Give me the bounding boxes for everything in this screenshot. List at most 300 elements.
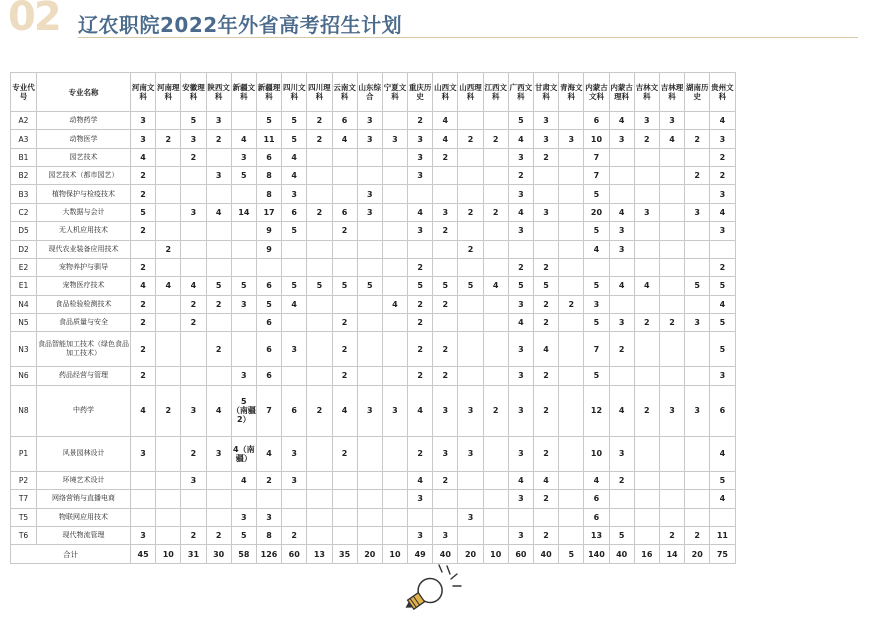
quota-cell: 2 [433,148,458,166]
quota-cell: 3 [282,185,307,203]
quota-cell: 5 [584,367,609,385]
quota-cell [483,527,508,545]
quota-cell: 3 [408,167,433,185]
quota-cell: 2 [332,437,357,472]
major-name-cell: 动物医学 [37,130,131,148]
quota-cell: 2 [181,527,206,545]
major-code-cell: T5 [11,508,37,526]
table-row [11,508,736,526]
quota-cell: 2 [156,240,181,258]
quota-cell: 3 [131,437,156,472]
quota-cell [634,471,659,489]
quota-cell [332,185,357,203]
quota-cell: 3 [710,222,735,240]
quota-cell: 3 [206,112,231,130]
quota-cell [307,295,332,313]
quota-cell [483,508,508,526]
quota-cell [181,258,206,276]
quota-cell: 5 [710,277,735,295]
quota-cell: 9 [256,240,281,258]
quota-cell [357,332,382,367]
quota-cell: 5 [332,277,357,295]
quota-cell: 4 [534,471,559,489]
header-province: 四川文科 [282,73,307,112]
quota-cell: 4 [659,130,684,148]
quota-cell: 3 [710,185,735,203]
quota-cell [559,277,584,295]
quota-cell: 2 [307,203,332,221]
quota-cell: 2 [332,222,357,240]
total-cell: 10 [483,545,508,564]
quota-cell: 2 [534,258,559,276]
quota-cell: 2 [433,332,458,367]
quota-cell [357,508,382,526]
quota-cell [156,437,181,472]
quota-cell: 2 [181,295,206,313]
quota-cell [634,148,659,166]
quota-cell: 6 [710,385,735,436]
quota-cell: 2 [181,437,206,472]
quota-cell: 2 [483,203,508,221]
quota-cell: 3 [534,203,559,221]
major-code-cell: N5 [11,313,37,331]
major-name-cell: 物联网应用技术 [37,508,131,526]
quota-cell [382,258,407,276]
quota-cell: 4 [433,130,458,148]
quota-cell: 3 [408,222,433,240]
quota-cell [156,258,181,276]
major-name-cell: 园艺技术（都市园艺） [37,167,131,185]
quota-cell [357,222,382,240]
quota-cell [483,222,508,240]
quota-cell: 4 [508,203,533,221]
quota-cell [609,295,634,313]
quota-cell [181,185,206,203]
quota-cell [357,240,382,258]
quota-cell: 5 [282,222,307,240]
major-code-cell: P2 [11,471,37,489]
quota-cell: 4 [332,385,357,436]
quota-cell [357,490,382,508]
header-province: 青海文科 [559,73,584,112]
quota-cell: 2 [332,332,357,367]
quota-cell: 3 [458,385,483,436]
quota-cell: 2 [659,527,684,545]
quota-cell: 2 [408,437,433,472]
quota-cell [131,490,156,508]
quota-cell: 17 [256,203,281,221]
table-row [11,437,736,472]
header-province: 吉林文科 [634,73,659,112]
section-number-badge: 02 [8,0,60,40]
quota-cell [458,367,483,385]
quota-cell: 2 [634,130,659,148]
quota-cell: 2 [206,295,231,313]
quota-cell: 2 [685,167,710,185]
quota-cell [659,277,684,295]
quota-cell [332,148,357,166]
quota-cell: 4 [584,471,609,489]
quota-cell [332,167,357,185]
total-cell: 10 [382,545,407,564]
quota-cell [483,112,508,130]
total-cell: 140 [584,545,609,564]
header-province: 湖南历史 [685,73,710,112]
quota-cell: 4 [156,277,181,295]
quota-cell: 3 [710,130,735,148]
quota-cell [156,490,181,508]
quota-cell: 3 [408,490,433,508]
quota-cell: 2 [433,367,458,385]
quota-cell: 3 [458,508,483,526]
quota-cell [685,471,710,489]
total-cell: 31 [181,545,206,564]
quota-cell [534,240,559,258]
quota-cell: 2 [131,185,156,203]
quota-cell: 3 [131,112,156,130]
quota-cell [483,332,508,367]
quota-cell [433,490,458,508]
quota-cell: 11 [256,130,281,148]
quota-cell [559,437,584,472]
header-major-name: 专业名称 [37,73,131,112]
table-row [11,332,736,367]
quota-cell: 3 [282,437,307,472]
quota-cell: 2 [332,313,357,331]
quota-cell: 5 [609,527,634,545]
quota-cell [634,332,659,367]
quota-cell: 3 [408,527,433,545]
quota-cell [231,240,256,258]
quota-cell [382,112,407,130]
quota-cell [609,258,634,276]
quota-cell [609,490,634,508]
quota-cell [609,508,634,526]
quota-cell [483,437,508,472]
quota-cell [483,240,508,258]
quota-cell: 2 [408,367,433,385]
quota-cell [156,148,181,166]
quota-cell: 3 [433,527,458,545]
quota-cell [357,313,382,331]
quota-cell: 5 [131,203,156,221]
quota-cell: 12 [584,385,609,436]
quota-cell: 2 [307,112,332,130]
quota-cell [685,240,710,258]
quota-cell: 4 [408,385,433,436]
quota-cell [659,490,684,508]
quota-cell [710,240,735,258]
quota-cell: 4 [710,437,735,472]
quota-cell: 6 [332,112,357,130]
quota-cell: 3 [508,222,533,240]
table-row [11,527,736,545]
header-province: 山西文科 [433,73,458,112]
quota-cell: 9 [256,222,281,240]
quota-cell [131,508,156,526]
header-province: 贵州文科 [710,73,735,112]
quota-cell: 3 [609,222,634,240]
quota-cell [559,471,584,489]
quota-cell: 3 [508,385,533,436]
quota-cell: 3 [458,437,483,472]
quota-cell [609,367,634,385]
quota-cell [685,508,710,526]
quota-cell: 3 [508,367,533,385]
quota-cell [458,148,483,166]
header-province: 内蒙古理科 [609,73,634,112]
quota-cell [156,367,181,385]
quota-cell: 2 [156,385,181,436]
quota-cell: 3 [609,130,634,148]
quota-cell: 8 [256,167,281,185]
quota-cell: 2 [534,295,559,313]
quota-cell: 2 [458,203,483,221]
quota-cell: 5 [685,277,710,295]
major-name-cell: 现代物流管理 [37,527,131,545]
quota-cell: 5 [357,277,382,295]
quota-cell: 10 [584,130,609,148]
quota-cell: 4 [710,112,735,130]
total-cell: 60 [282,545,307,564]
header-province: 山东综合 [357,73,382,112]
quota-cell: 2 [634,385,659,436]
quota-cell [307,490,332,508]
table-row [11,240,736,258]
quota-cell [231,258,256,276]
quota-cell: 3 [433,203,458,221]
major-name-cell: 大数据与会计 [37,203,131,221]
table-row [11,258,736,276]
table-row [11,185,736,203]
quota-cell: 6 [332,203,357,221]
quota-cell [685,490,710,508]
quota-cell: 2 [559,295,584,313]
quota-cell [408,240,433,258]
quota-cell [458,332,483,367]
quota-cell [685,295,710,313]
header-province: 吉林理科 [659,73,684,112]
quota-cell [307,240,332,258]
quota-cell [332,295,357,313]
major-name-cell: 植物保护与检疫技术 [37,185,131,203]
quota-cell: 3 [357,203,382,221]
quota-cell: 2 [408,112,433,130]
table-row [11,130,736,148]
quota-cell: 5 [282,277,307,295]
quota-cell [483,295,508,313]
table-row [11,313,736,331]
quota-cell: 5 [256,112,281,130]
quota-cell [634,222,659,240]
quota-cell: 2 [710,258,735,276]
quota-cell [659,203,684,221]
major-code-cell: C2 [11,203,37,221]
quota-cell: 2 [156,130,181,148]
quota-cell: 3 [508,295,533,313]
quota-cell: 4 [508,130,533,148]
quota-cell: 4 [282,295,307,313]
quota-cell [659,167,684,185]
quota-cell: 5 [256,295,281,313]
total-cell: 58 [231,545,256,564]
quota-cell [156,332,181,367]
quota-cell: 5 [181,112,206,130]
quota-cell [156,471,181,489]
quota-cell: 5 [584,185,609,203]
quota-cell [659,367,684,385]
quota-cell: 5 [307,277,332,295]
quota-cell: 3 [659,385,684,436]
quota-cell [156,527,181,545]
quota-cell [433,508,458,526]
quota-cell: 4 [332,130,357,148]
header-province: 河南理科 [156,73,181,112]
quota-cell: 4 [609,112,634,130]
quota-cell [206,367,231,385]
total-cell: 45 [131,545,156,564]
major-name-cell: 园艺技术 [37,148,131,166]
major-code-cell: T7 [11,490,37,508]
quota-cell [357,437,382,472]
quota-cell [357,258,382,276]
quota-cell: 4 [710,490,735,508]
quota-cell: 2 [131,167,156,185]
major-name-cell: 无人机应用技术 [37,222,131,240]
quota-cell [659,240,684,258]
total-label: 合计 [11,545,131,564]
quota-cell: 4（南疆） [231,437,256,472]
table-row [11,222,736,240]
quota-cell [181,332,206,367]
quota-cell: 6 [256,148,281,166]
quota-cell: 20 [584,203,609,221]
quota-cell [458,185,483,203]
quota-cell [206,490,231,508]
quota-cell: 4 [634,277,659,295]
header-province: 甘肃文科 [534,73,559,112]
quota-cell [559,385,584,436]
quota-cell [256,490,281,508]
quota-cell: 3 [534,130,559,148]
quota-cell [206,222,231,240]
quota-cell [609,148,634,166]
header-code: 专业代号 [11,73,37,112]
total-cell: 40 [534,545,559,564]
quota-cell: 3 [357,385,382,436]
quota-cell: 2 [534,385,559,436]
quota-cell: 2 [433,471,458,489]
quota-cell: 4 [282,167,307,185]
major-code-cell: B3 [11,185,37,203]
quota-cell: 2 [408,313,433,331]
total-cell: 40 [433,545,458,564]
quota-cell: 3 [508,490,533,508]
total-cell: 13 [307,545,332,564]
quota-cell [357,167,382,185]
quota-cell [659,222,684,240]
quota-cell: 4 [710,203,735,221]
quota-cell [382,277,407,295]
quota-cell [458,112,483,130]
major-name-cell: 环境艺术设计 [37,471,131,489]
major-code-cell: N4 [11,295,37,313]
quota-cell [433,258,458,276]
quota-cell: 4 [483,277,508,295]
quota-cell [534,508,559,526]
quota-cell: 4 [131,385,156,436]
total-cell: 10 [156,545,181,564]
major-code-cell: E2 [11,258,37,276]
quota-cell [483,167,508,185]
header-province: 新疆理科 [256,73,281,112]
quota-cell: 2 [634,313,659,331]
header-province: 四川理科 [307,73,332,112]
quota-cell [231,112,256,130]
quota-cell [282,258,307,276]
quota-cell: 14 [231,203,256,221]
quota-cell: 2 [408,332,433,367]
quota-cell: 5 [710,313,735,331]
quota-cell: 2 [609,471,634,489]
quota-cell: 2 [131,295,156,313]
quota-cell: 2 [534,148,559,166]
total-cell: 60 [508,545,533,564]
quota-cell: 4 [231,130,256,148]
quota-cell: 5 [584,222,609,240]
total-cell: 40 [609,545,634,564]
quota-cell: 2 [483,385,508,436]
quota-cell: 3 [382,130,407,148]
table-row [11,385,736,436]
quota-cell: 5 [206,277,231,295]
quota-cell: 6 [256,313,281,331]
quota-cell [433,185,458,203]
quota-cell: 3 [131,130,156,148]
quota-cell: 6 [256,332,281,367]
major-name-cell: 动物药学 [37,112,131,130]
quota-cell: 2 [206,527,231,545]
quota-cell [609,167,634,185]
table-header-row [11,73,736,112]
quota-cell [357,527,382,545]
quota-cell [634,527,659,545]
quota-cell: 7 [584,148,609,166]
quota-cell: 2 [534,527,559,545]
quota-cell [685,112,710,130]
quota-cell: 5 [508,277,533,295]
quota-cell [458,527,483,545]
quota-cell: 5 [534,277,559,295]
quota-cell [483,258,508,276]
total-cell: 75 [710,545,735,564]
quota-cell: 2 [710,167,735,185]
quota-cell: 5 [282,112,307,130]
quota-cell: 2 [534,437,559,472]
quota-cell: 2 [307,130,332,148]
quota-cell: 2 [458,240,483,258]
quota-cell [357,367,382,385]
quota-cell: 4 [256,437,281,472]
quota-cell: 5 [408,277,433,295]
quota-cell: 3 [206,167,231,185]
quota-cell [332,471,357,489]
quota-cell: 6 [584,490,609,508]
quota-cell: 3 [357,130,382,148]
quota-cell [559,222,584,240]
header-province: 内蒙古文科 [584,73,609,112]
quota-cell: 5 [231,167,256,185]
